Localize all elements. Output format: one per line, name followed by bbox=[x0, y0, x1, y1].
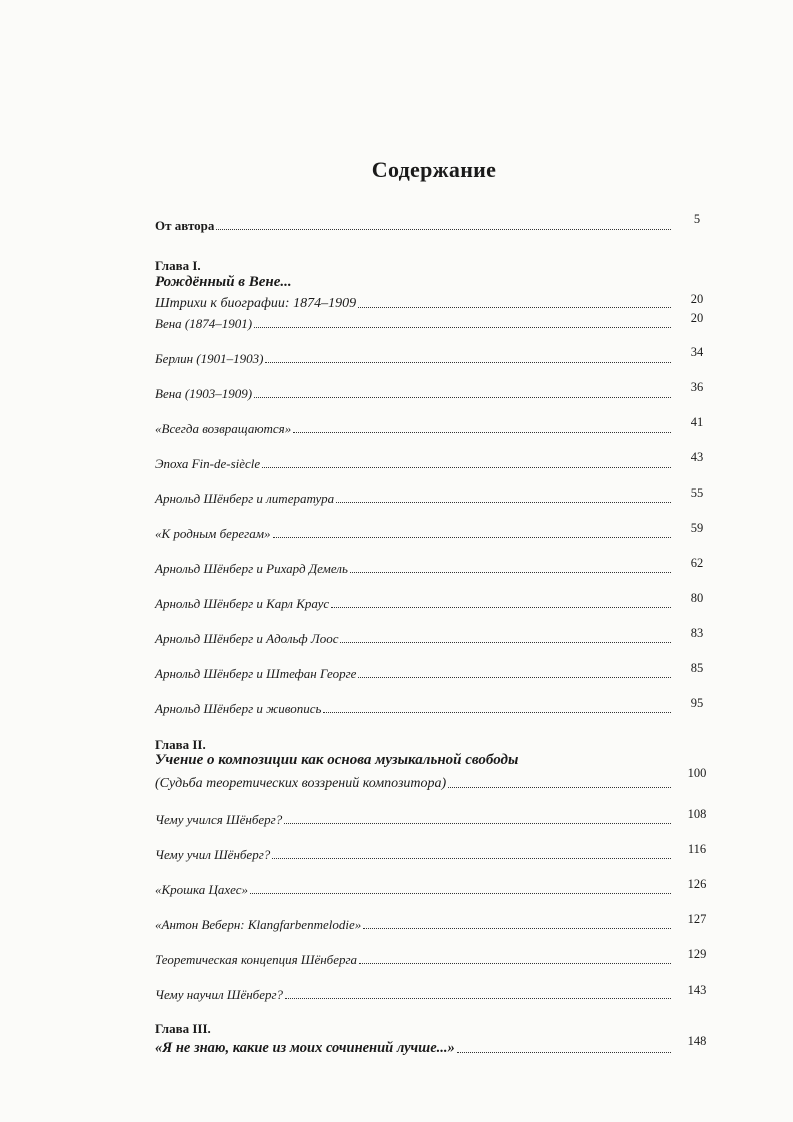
toc-entry-label: (Судьба теоретических воззрений композитора) bbox=[155, 776, 447, 791]
toc-entry[interactable] bbox=[155, 450, 673, 472]
toc-page-number: 95 bbox=[690, 696, 704, 710]
toc-entry[interactable] bbox=[155, 946, 673, 968]
toc-entry[interactable] bbox=[155, 911, 673, 933]
chapter-1-label: Глава I. bbox=[155, 258, 201, 273]
leader-dots bbox=[285, 998, 671, 999]
toc-entry[interactable] bbox=[155, 770, 673, 792]
toc-page-number: 80 bbox=[690, 591, 704, 605]
chapter-1-title[interactable]: Рождённый в Вене... bbox=[155, 274, 292, 290]
leader-dots bbox=[250, 893, 671, 894]
leader-dots bbox=[336, 502, 671, 503]
toc-page-number: 62 bbox=[690, 556, 704, 570]
toc-page-number: 126 bbox=[687, 877, 707, 891]
leader-dots bbox=[216, 229, 671, 230]
toc-entry[interactable] bbox=[155, 415, 673, 437]
toc-page-number: 129 bbox=[687, 947, 707, 961]
leader-dots bbox=[350, 572, 671, 573]
leader-dots bbox=[323, 712, 671, 713]
leader-dots bbox=[358, 677, 671, 678]
toc-entry-label: Вена (1903–1909) bbox=[155, 386, 253, 401]
leader-dots bbox=[254, 327, 671, 328]
chapter-2-label: Глава II. bbox=[155, 737, 206, 752]
toc-entry[interactable] bbox=[155, 590, 673, 612]
toc-entry[interactable] bbox=[155, 555, 673, 577]
toc-page-number: 43 bbox=[690, 450, 704, 464]
toc-entry-label: Теоретическая концепция Шёнберга bbox=[155, 952, 358, 967]
leader-dots bbox=[358, 307, 671, 308]
toc-entry[interactable] bbox=[155, 806, 673, 828]
toc-entry[interactable] bbox=[155, 660, 673, 682]
toc-page-number: 148 bbox=[687, 1034, 707, 1048]
toc-entry-label: Арнольд Шёнберг и Штефан Георге bbox=[155, 666, 357, 681]
toc-entry-label: От автора bbox=[155, 218, 215, 233]
leader-dots bbox=[262, 467, 671, 468]
leader-dots bbox=[363, 928, 671, 929]
toc-entry-label: Чему учился Шёнберг? bbox=[155, 812, 283, 827]
toc-page-number: 83 bbox=[690, 626, 704, 640]
toc-entry[interactable] bbox=[155, 695, 673, 717]
leader-dots bbox=[457, 1052, 671, 1053]
toc-page-number: 108 bbox=[687, 807, 707, 821]
leader-dots bbox=[331, 607, 671, 608]
leader-dots bbox=[284, 823, 671, 824]
toc-page-number: 55 bbox=[690, 486, 704, 500]
toc-entry-label: Арнольд Шёнберг и литература bbox=[155, 491, 335, 506]
leader-dots bbox=[272, 858, 671, 859]
leader-dots bbox=[340, 642, 671, 643]
chapter-3-title: «Я не знаю, какие из моих сочинений лучше...» bbox=[155, 1040, 455, 1056]
toc-entry[interactable] bbox=[155, 290, 673, 312]
toc-page-number: 127 bbox=[687, 912, 707, 926]
toc-entry-label: Штрихи к биографии: 1874–1909 bbox=[155, 296, 357, 311]
toc-entry[interactable] bbox=[155, 520, 673, 542]
page-title: Содержание bbox=[371, 157, 497, 182]
toc-entry-author[interactable] bbox=[155, 212, 673, 234]
toc-entry-label: «Всегда возвращаются» bbox=[155, 421, 292, 436]
toc-entry[interactable] bbox=[155, 345, 673, 367]
toc-page-number: 85 bbox=[690, 661, 704, 675]
toc-page-number: 20 bbox=[690, 292, 704, 306]
toc-page-number: 116 bbox=[687, 842, 707, 856]
toc-entry-label: Арнольд Шёнберг и Карл Краус bbox=[155, 596, 330, 611]
toc-entry-label: «Антон Веберн: Klangfarbenmelodie» bbox=[155, 917, 362, 932]
toc-entry-label: Вена (1874–1901) bbox=[155, 316, 253, 331]
toc-entry-label: Арнольд Шёнберг и Адольф Лоос bbox=[155, 631, 339, 646]
chapter-2-title[interactable]: Учение о композиции как основа музыкальной свободы bbox=[155, 752, 519, 768]
toc-entry[interactable] bbox=[155, 625, 673, 647]
toc-entry[interactable] bbox=[155, 981, 673, 1003]
toc-entry-label: Эпоха Fin-de-siècle bbox=[155, 456, 261, 471]
toc-entry[interactable] bbox=[155, 380, 673, 402]
toc-entry-label: Арнольд Шёнберг и живопись bbox=[155, 701, 322, 716]
toc-entry[interactable] bbox=[155, 310, 673, 332]
toc-page-number: 34 bbox=[690, 345, 704, 359]
toc-page-number: 143 bbox=[687, 983, 707, 997]
toc-entry[interactable] bbox=[155, 876, 673, 898]
toc-entry[interactable] bbox=[155, 485, 673, 507]
toc-entry[interactable] bbox=[155, 1035, 673, 1057]
chapter-3-label: Глава III. bbox=[155, 1021, 211, 1036]
toc-entry-label: Чему учил Шёнберг? bbox=[155, 847, 271, 862]
toc-entry-label: Арнольд Шёнберг и Рихард Демель bbox=[155, 561, 348, 576]
leader-dots bbox=[273, 537, 671, 538]
leader-dots bbox=[359, 963, 671, 964]
toc-page-number: 36 bbox=[690, 380, 704, 394]
toc-entry-label: «Крошка Цахес» bbox=[155, 882, 248, 897]
leader-dots bbox=[254, 397, 671, 398]
toc-entry-label: Берлин (1901–1903) bbox=[155, 351, 264, 366]
toc-page-number: 41 bbox=[690, 415, 704, 429]
toc-entry-label: «К родным берегам» bbox=[155, 526, 271, 541]
toc-entry[interactable] bbox=[155, 841, 673, 863]
leader-dots bbox=[448, 787, 671, 788]
toc-page-number: 100 bbox=[687, 766, 707, 780]
leader-dots bbox=[265, 362, 671, 363]
toc-page-number: 20 bbox=[690, 311, 704, 325]
toc-entry-label: Чему научил Шёнберг? bbox=[155, 987, 284, 1002]
toc-page-number: 59 bbox=[690, 521, 704, 535]
toc-page-number: 5 bbox=[693, 212, 701, 226]
leader-dots bbox=[293, 432, 671, 433]
